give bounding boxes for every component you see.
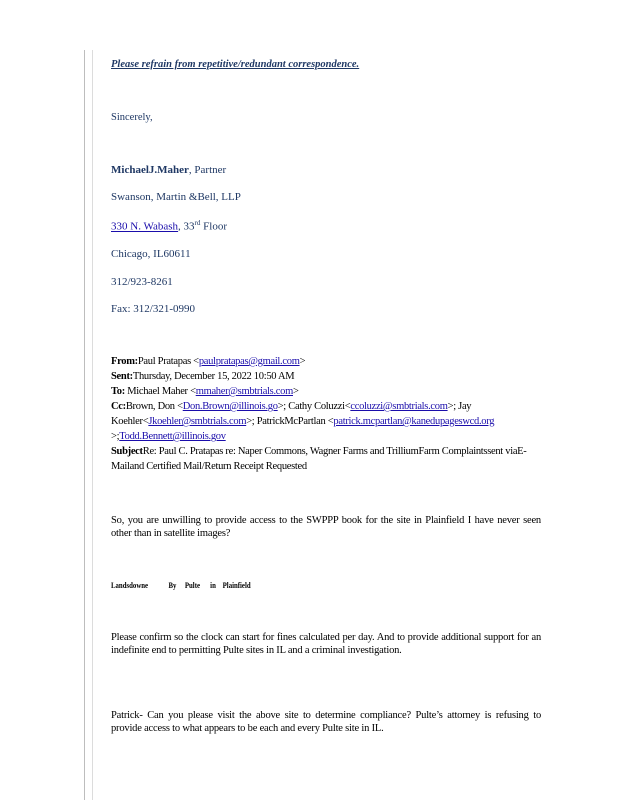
signature-address <box>111 219 227 233</box>
address-floor-sup: rd <box>194 219 201 227</box>
page-margin-line <box>84 50 85 800</box>
email-header <box>111 354 551 474</box>
cc-email-link-4[interactable]: patrick.mcpartlan@kanedupageswcd.org <box>333 416 495 427</box>
to-line <box>111 384 551 399</box>
notice-text: Please refrain from repetitive/redundant correspondence. <box>111 59 360 70</box>
signature-fax: Fax: 312/321-0990 <box>111 303 196 315</box>
body-paragraph-2: Please confirm so the clock can start for fines calculated per day. And to provide additional support for an indefinite end to permitting Pulte sites in IL and a criminal investigation. <box>111 632 541 656</box>
subject-line <box>111 444 551 474</box>
signature-firm: Swanson, Martin &Bell, LLP <box>111 191 241 203</box>
from-name: Paul Pratapas < <box>137 356 199 367</box>
body-paragraph-1: So, you are unwilling to provide access to the SWPPP book for the site in Plainfield I have never seen other than in satellite images? <box>111 515 541 539</box>
from-line <box>111 354 551 369</box>
signature-phone: 312/923-8261 <box>111 276 173 288</box>
sent-line <box>111 369 551 384</box>
cc-name-3: >; Jay Koehler< <box>111 401 472 427</box>
signature-title: , Partner <box>188 164 227 176</box>
cc-label: Cc: <box>111 401 126 412</box>
to-close: > <box>292 386 299 397</box>
cc-email-link-2[interactable]: ccoluzzi@smbtrials.com <box>350 401 448 412</box>
cc-email-link-1[interactable]: Don.Brown@illinois.go <box>182 401 278 412</box>
subject-label: Subject <box>111 446 143 457</box>
subject-value: Re: Paul C. Pratapas re: Naper Commons, Wagner Farms and TrilliumFarm Complaintssent viaE-Mailand Certified Mail/Return Receipt Requested <box>111 446 527 472</box>
sent-value: Thursday, December 15, 2022 10:50 AM <box>132 371 295 382</box>
body-small-caption: Landsdowne By Pulte in Plainfield <box>111 581 251 590</box>
cc-name-1: Brown, Don < <box>125 401 183 412</box>
signature-name: MichaelJ.Maher <box>111 164 189 176</box>
cc-line <box>111 399 551 444</box>
closing-text: Sincerely, <box>111 112 153 123</box>
address-floor-prefix: , 33 <box>178 220 195 233</box>
address-floor-suffix: Floor <box>200 220 227 233</box>
from-email-link[interactable]: paulpratapas@gmail.com <box>198 356 300 367</box>
from-label: From: <box>111 356 138 367</box>
cc-name-2: >; Cathy Coluzzi< <box>277 401 351 412</box>
cc-email-link-3[interactable]: Jkoehler@smbtrials.com <box>148 416 247 427</box>
address-link[interactable]: 330 N. Wabash <box>111 220 179 233</box>
from-close: > <box>299 356 306 367</box>
sent-label: Sent: <box>111 371 133 382</box>
to-name: Michael Maher < <box>124 386 196 397</box>
to-label: To: <box>111 386 125 397</box>
to-email-link[interactable]: mmaher@smbtrials.com <box>195 386 293 397</box>
cc-email-link-5[interactable]: Todd.Bennett@illinois.gov <box>119 431 226 442</box>
signature-city: Chicago, IL60611 <box>111 248 191 260</box>
cc-separator: >; <box>111 431 120 442</box>
page-margin-line-inner <box>92 50 93 800</box>
body-paragraph-3: Patrick- Can you please visit the above site to determine compliance? Pulte’s attorney is refusing to provide access to what appears to be each and every Pulte site in IL. <box>111 710 541 734</box>
signature-name-line <box>111 164 226 176</box>
cc-name-4: >; PatrickMcPartlan < <box>246 416 334 427</box>
